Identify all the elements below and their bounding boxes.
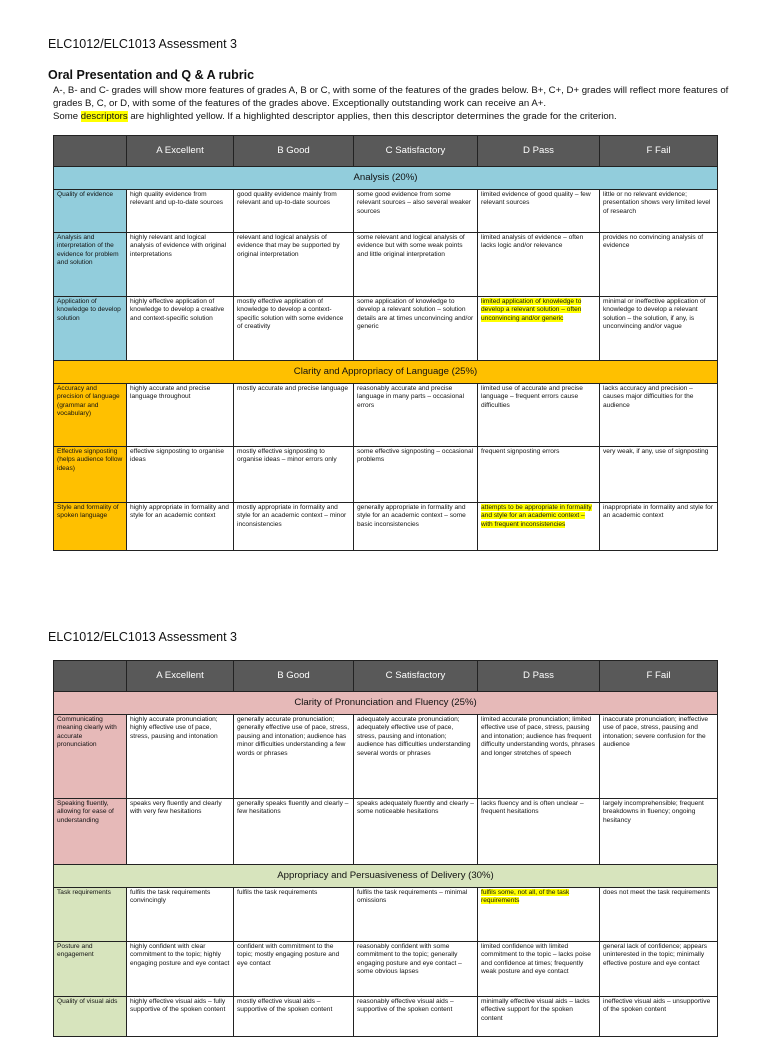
grade-f-cell: ineffective visual aids – unsupportive of the spoken content — [600, 997, 718, 1037]
grade-b-header: B Good — [234, 661, 354, 692]
grade-b-cell: mostly accurate and precise language — [234, 384, 354, 447]
rubric-title: Oral Presentation and Q & A rubric — [48, 68, 255, 82]
criterion-cell: Accuracy and precision of language (grammar and vocabulary) — [54, 384, 127, 447]
grade-c-cell: generally appropriate in formality and style for an academic context – some basic inconsistencies — [354, 503, 478, 551]
course-title: ELC1012/ELC1013 Assessment 3 — [48, 37, 238, 51]
intro-line-highlight — [53, 110, 733, 123]
grade-b-cell: mostly effective application of knowledge to develop a context-specific solution with some evidence of creativity — [234, 297, 354, 361]
grade-c-cell: reasonably effective visual aids – supportive of the spoken content — [354, 997, 478, 1037]
grade-b-header: B Good — [234, 136, 354, 167]
grade-a-cell: highly confident with clear commitment to the topic; highly engaging posture and eye contact — [127, 942, 234, 997]
grade-c-header: C Satisfactory — [354, 136, 478, 167]
grade-d-cell: limited use of accurate and precise language – frequent errors cause difficulties — [478, 384, 600, 447]
intro-line: A-, B- and C- grades will show more features of grades A, B or C, with some of the features of the grades below. B+, C+, D+ grades will reflect more features of grades B, C, or D, with some of the features of the grades above. Exceptionally outstanding work can receive an A+. — [53, 85, 729, 110]
grade-a-header: A Excellent — [127, 136, 234, 167]
grade-d-cell-highlighted — [478, 888, 600, 942]
highlighted-word: descriptors — [80, 111, 128, 123]
grade-d-cell: limited evidence of good quality – few relevant sources — [478, 190, 600, 233]
highlighted-descriptor: fulfils some, not all, of the task requirements — [481, 889, 570, 905]
intro-some: Some — [53, 111, 79, 123]
grade-c-cell: some application of knowledge to develop a relevant solution – solution details are at times unconvincing and/or generic — [354, 297, 478, 361]
table-row — [54, 888, 718, 942]
section-row-delivery — [54, 865, 718, 888]
grade-f-cell: lacks accuracy and precision – causes major difficulties for the audience — [600, 384, 718, 447]
grade-f-header: F Fail — [600, 661, 718, 692]
grade-d-cell-highlighted — [478, 297, 600, 361]
table-row — [54, 190, 718, 233]
grade-a-cell: high quality evidence from relevant and up-to-date sources — [127, 190, 234, 233]
grade-d-cell: limited confidence with limited commitment to the topic – lacks poise and confidence at times; frequently weak posture and eye contact — [478, 942, 600, 997]
criterion-cell: Quality of visual aids — [54, 997, 127, 1037]
criterion-cell: Posture and engagement — [54, 942, 127, 997]
section-row-pronunciation — [54, 692, 718, 715]
grade-d-header: D Pass — [478, 136, 600, 167]
table-row — [54, 447, 718, 503]
grade-b-cell: generally speaks fluently and clearly – few hesitations — [234, 799, 354, 865]
table-row — [54, 799, 718, 865]
grade-c-cell: reasonably accurate and precise language in many parts – occasional errors — [354, 384, 478, 447]
criterion-cell: Analysis and interpretation of the evidence for problem and solution — [54, 233, 127, 297]
grade-b-cell: confident with commitment to the topic; mostly engaging posture and eye contact — [234, 942, 354, 997]
grade-a-cell: highly effective visual aids – fully supportive of the spoken content — [127, 997, 234, 1037]
grade-d-cell: lacks fluency and is often unclear – frequent hesitations — [478, 799, 600, 865]
section-title: Appropriacy and Persuasiveness of Delivery (30%) — [54, 865, 718, 888]
grade-a-cell: fulfils the task requirements convincingly — [127, 888, 234, 942]
grade-f-cell: provides no convincing analysis of evidence — [600, 233, 718, 297]
grade-d-cell: limited analysis of evidence – often lacks logic and/or relevance — [478, 233, 600, 297]
grade-c-cell: adequately accurate pronunciation; adequately effective use of pace, stress, pausing and intonation; audience has difficulties understanding several words or phrases — [354, 715, 478, 799]
table-row — [54, 715, 718, 799]
section-row-analysis — [54, 167, 718, 190]
grade-a-header: A Excellent — [127, 661, 234, 692]
table-row — [54, 503, 718, 551]
grade-b-cell: fulfils the task requirements — [234, 888, 354, 942]
grade-b-cell: mostly effective visual aids – supportive of the spoken content — [234, 997, 354, 1037]
grade-a-cell: highly appropriate in formality and style for an academic context — [127, 503, 234, 551]
grade-a-cell: highly relevant and logical analysis of evidence with original interpretations — [127, 233, 234, 297]
grade-b-cell: mostly appropriate in formality and style for an academic context – minor inconsistencies — [234, 503, 354, 551]
grade-d-cell: limited accurate pronunciation; limited effective use of pace, stress, pausing and intonation; audience has frequent difficulty understanding words, phrases and longer stretches of speech — [478, 715, 600, 799]
intro-rest: are highlighted yellow. If a highlighted descriptor applies, then this descriptor determines the grade for the criterion. — [130, 111, 617, 123]
course-title: ELC1012/ELC1013 Assessment 3 — [48, 630, 238, 644]
grade-c-cell: some effective signposting – occasional problems — [354, 447, 478, 503]
grade-a-cell: effective signposting to organise ideas — [127, 447, 234, 503]
criterion-cell: Task requirements — [54, 888, 127, 942]
grade-a-cell: highly accurate and precise language throughout — [127, 384, 234, 447]
section-title: Clarity and Appropriacy of Language (25%) — [54, 361, 718, 384]
grade-f-cell: largely incomprehensible; frequent breakdowns in fluency; ongoing hesitancy — [600, 799, 718, 865]
criterion-cell: Effective signposting (helps audience follow ideas) — [54, 447, 127, 503]
grade-a-cell: highly effective application of knowledge to develop a creative and context-specific solution — [127, 297, 234, 361]
grade-d-cell-highlighted — [478, 503, 600, 551]
grade-c-header: C Satisfactory — [354, 661, 478, 692]
table-row — [54, 297, 718, 361]
table-row — [54, 997, 718, 1037]
grade-a-cell: speaks very fluently and clearly with very few hesitations — [127, 799, 234, 865]
grade-f-cell: little or no relevant evidence; presentation shows very limited level of research — [600, 190, 718, 233]
table-row — [54, 233, 718, 297]
section-title: Clarity of Pronunciation and Fluency (25%) — [54, 692, 718, 715]
rubric-table-2 — [53, 660, 718, 1037]
highlighted-descriptor: limited application of knowledge to develop a relevant solution – often unconvincing and/or generic — [481, 298, 582, 322]
grade-c-cell: some good evidence from some relevant sources – also several weaker sources — [354, 190, 478, 233]
table-row — [54, 942, 718, 997]
header-blank — [54, 136, 127, 167]
grade-f-cell: general lack of confidence; appears uninterested in the topic; minimally effective posture and eye contact — [600, 942, 718, 997]
section-row-language — [54, 361, 718, 384]
grade-header-row — [54, 136, 718, 167]
criterion-cell: Style and formality of spoken language — [54, 503, 127, 551]
header-blank — [54, 661, 127, 692]
grade-f-cell: very weak, if any, use of signposting — [600, 447, 718, 503]
grade-f-cell: does not meet the task requirements — [600, 888, 718, 942]
criterion-cell: Quality of evidence — [54, 190, 127, 233]
grade-f-cell: inaccurate pronunciation; ineffective use of pace, stress, pausing and intonation; severe confusion for the audience — [600, 715, 718, 799]
grade-c-cell: speaks adequately fluently and clearly – some noticeable hesitations — [354, 799, 478, 865]
highlighted-descriptor: attempts to be appropriate in formality and style for an academic context – with frequent inconsistencies — [481, 504, 592, 528]
grade-b-cell: generally accurate pronunciation; generally effective use of pace, stress, pausing and intonation; audience has minor difficulties understanding a few words or phrases — [234, 715, 354, 799]
grade-f-cell: minimal or ineffective application of knowledge to develop a relevant solution – the solution, if any, is unconvincing and/or vague — [600, 297, 718, 361]
grade-f-cell: inappropriate in formality and style for an academic context — [600, 503, 718, 551]
grade-d-header: D Pass — [478, 661, 600, 692]
grade-header-row — [54, 661, 718, 692]
grade-a-cell: highly accurate pronunciation; highly effective use of pace, stress, pausing and intonation — [127, 715, 234, 799]
grade-c-cell: some relevant and logical analysis of evidence but with some weak points and little original interpretation — [354, 233, 478, 297]
grade-b-cell: relevant and logical analysis of evidence that may be supported by original interpretation — [234, 233, 354, 297]
section-title: Analysis (20%) — [54, 167, 718, 190]
intro-text — [53, 84, 733, 124]
grade-b-cell: good quality evidence mainly from relevant and up-to-date sources — [234, 190, 354, 233]
table-row — [54, 384, 718, 447]
grade-b-cell: mostly effective signposting to organise ideas – minor errors only — [234, 447, 354, 503]
grade-c-cell: fulfils the task requirements – minimal omissions — [354, 888, 478, 942]
grade-d-cell: minimally effective visual aids – lacks effective support for the spoken content — [478, 997, 600, 1037]
grade-c-cell: reasonably confident with some commitment to the topic; generally engaging posture and eye contact – some obvious lapses — [354, 942, 478, 997]
grade-f-header: F Fail — [600, 136, 718, 167]
rubric-table-1 — [53, 135, 718, 551]
grade-d-cell: frequent signposting errors — [478, 447, 600, 503]
criterion-cell: Communicating meaning clearly with accurate pronunciation — [54, 715, 127, 799]
criterion-cell: Speaking fluently, allowing for ease of understanding — [54, 799, 127, 865]
criterion-cell: Application of knowledge to develop solution — [54, 297, 127, 361]
